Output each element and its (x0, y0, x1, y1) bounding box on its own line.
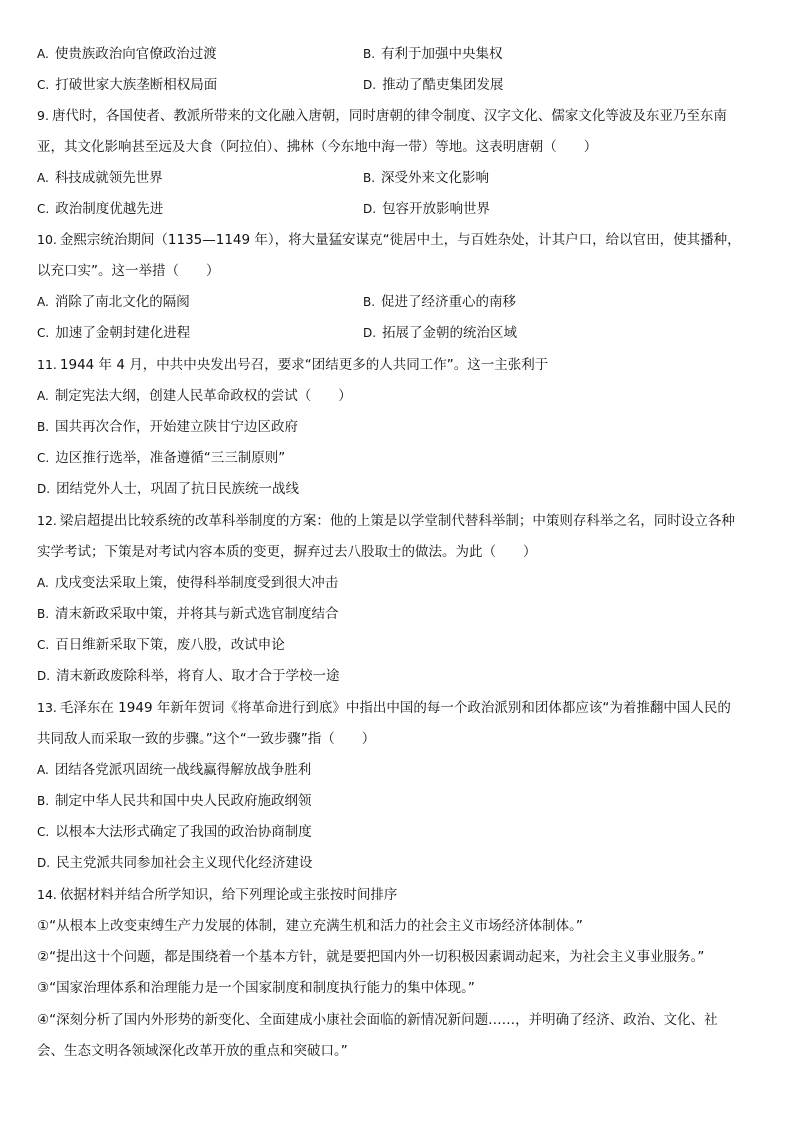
option-text: 制定宪法大纲，创建人民革命政权的尝试（ ） (54, 388, 352, 404)
option-letter: D. (363, 202, 377, 216)
option-letter: A. (37, 47, 49, 61)
question-stem: 梁启超提出比较系统的改革科举制度的方案：他的上策是以学堂制代替科举制；中策则存科举之名，同时设立各种 (59, 513, 735, 529)
question-number: 13. (37, 700, 57, 715)
option-text: 深受外来文化影响 (381, 170, 490, 186)
option-text: 百日维新采取下策，废八股，改试申论 (55, 637, 285, 653)
option-letter: C. (37, 638, 50, 652)
option-letter: C. (37, 326, 50, 340)
option-text: 团结各党派巩固统一战线赢得解放战争胜利 (54, 762, 312, 778)
q12-stem-line2 (37, 542, 537, 562)
option-text: 戊戌变法采取上策，使得科举制度受到很大冲击 (54, 575, 339, 591)
option-text: 边区推行选举，准备遵循“三三制原则” (55, 450, 286, 466)
question-stem: 共同敌人而采取一致的步骤。”这个“一致步骤”指（ ） (37, 731, 376, 747)
option-letter: C. (37, 202, 50, 216)
option-text: 国共再次合作，开始建立陕甘宁边区政府 (55, 419, 299, 435)
q10-stem-line1 (37, 230, 741, 250)
q10-option-b (363, 292, 516, 312)
material-item: ①“从根本上改变束缚生产力发展的体制，建立充满生机和活力的社会主义市场经济体制体。” (37, 918, 583, 934)
q12-option-b (37, 604, 339, 624)
q12-stem-line1 (37, 511, 735, 531)
material-item: 会、生态文明各领域深化改革开放的重点和突破口。” (37, 1043, 348, 1059)
option-letter: C. (37, 78, 50, 92)
option-letter: B. (37, 607, 50, 621)
q9-stem-line1 (37, 106, 727, 126)
q12-option-a (37, 573, 338, 593)
option-letter: D. (37, 482, 51, 496)
q9-option-a (37, 168, 163, 188)
option-text: 促进了经济重心的南移 (381, 294, 517, 310)
q10-option-d (363, 323, 517, 343)
option-letter: D. (363, 78, 377, 92)
option-text: 团结党外人士，巩固了抗日民族统一战线 (56, 481, 300, 497)
q8-option-d (363, 75, 504, 95)
q13-option-a (37, 760, 311, 780)
q14-item-4 (37, 1010, 718, 1030)
option-text: 加速了金朝封建化进程 (55, 325, 191, 341)
option-letter: B. (363, 171, 376, 185)
option-text: 打破世家大族垄断相权局面 (55, 77, 218, 93)
option-text: 清末新政废除科举，将育人、取才合于学校一途 (56, 668, 340, 684)
option-letter: D. (37, 856, 51, 870)
material-item: ④“深刻分析了国内外形势的新变化、全面建成小康社会面临的新情况新问题……，并明确了经济、政治、文化、社 (37, 1012, 718, 1028)
question-stem: 依据材料并结合所学知识，给下列理论或主张按时间排序 (59, 887, 398, 903)
option-letter: B. (363, 47, 376, 61)
q9-stem-line2 (37, 137, 597, 157)
option-letter: B. (37, 794, 50, 808)
q13-stem-line2 (37, 729, 375, 749)
question-stem: 亚，其文化影响甚至远及大食（阿拉伯）、拂林（今东地中海一带）等地。这表明唐朝（ ） (37, 139, 598, 155)
question-number: 11. (37, 357, 57, 372)
question-number: 10. (37, 232, 57, 247)
q8-option-c (37, 75, 217, 95)
option-letter: A. (37, 576, 49, 590)
question-stem: 金熙宗统治期间（1135—1149 年），将大量猛安谋克“徙居中土，与百姓杂处，计其户口，给以官田，使其播种， (59, 232, 741, 248)
question-number: 12. (37, 513, 57, 528)
q12-option-c (37, 635, 285, 655)
question-stem: 毛泽东在 1949 年新年贺词《将革命进行到底》中指出中国的每一个政治派别和团体都应该“为着推翻中国人民的 (59, 700, 731, 716)
option-text: 拓展了金朝的统治区域 (382, 325, 518, 341)
option-letter: C. (37, 451, 50, 465)
question-stem: 唐代时，各国使者、教派所带来的文化融入唐朝，同时唐朝的律令制度、汉字文化、儒家文化等波及东亚乃至东南 (51, 108, 727, 124)
option-letter: A. (37, 389, 49, 403)
option-text: 政治制度优越先进 (55, 201, 164, 217)
question-stem: 1944 年 4 月，中共中央发出号召，要求“团结更多的人共同工作”。这一主张利于 (59, 357, 549, 373)
q10-option-c (37, 323, 190, 343)
q14-item-2 (37, 947, 704, 967)
q11-option-b (37, 417, 298, 437)
q12-option-d (37, 666, 340, 686)
question-number: 9. (37, 108, 49, 123)
option-letter: B. (37, 420, 50, 434)
q14-item-1 (37, 916, 583, 936)
option-letter: B. (363, 295, 376, 309)
option-letter: D. (363, 326, 377, 340)
option-text: 使贵族政治向官僚政治过渡 (54, 46, 217, 62)
question-stem: 实学考试；下策是对考试内容本质的变更，摒弃过去八股取士的做法。为此（ ） (37, 544, 537, 560)
q14-item-4-line2 (37, 1041, 348, 1061)
q11-option-c (37, 448, 285, 468)
q8-option-b (363, 44, 503, 64)
q10-option-a (37, 292, 190, 312)
material-item: ②“提出这十个问题，都是围绕着一个基本方针，就是要把国内外一切积极因素调动起来，为社会主义事业服务。” (37, 949, 705, 965)
option-text: 清末新政采取中策，并将其与新式选官制度结合 (55, 606, 339, 622)
option-text: 推动了酷吏集团发展 (382, 77, 504, 93)
q13-stem-line1 (37, 698, 731, 718)
q9-option-d (363, 199, 490, 219)
option-text: 有利于加强中央集权 (381, 46, 503, 62)
q11-stem-line1 (37, 355, 548, 375)
question-stem: 以充口实”。这一举措（ ） (37, 263, 220, 279)
option-text: 消除了南北文化的隔阂 (54, 294, 190, 310)
material-item: ③“国家治理体系和治理能力是一个国家制度和制度执行能力的集中体现。” (37, 980, 475, 996)
option-letter: A. (37, 171, 49, 185)
q9-option-c (37, 199, 163, 219)
q13-option-b (37, 791, 312, 811)
q11-option-d (37, 479, 299, 499)
q8-option-a (37, 44, 217, 64)
option-letter: D. (37, 669, 51, 683)
q11-option-a (37, 386, 352, 406)
question-number: 14. (37, 887, 57, 902)
q13-option-d (37, 853, 313, 873)
option-text: 包容开放影响世界 (382, 201, 491, 217)
option-text: 科技成就领先世界 (54, 170, 163, 186)
q9-option-b (363, 168, 489, 188)
option-text: 制定中华人民共和国中央人民政府施政纲领 (55, 793, 312, 809)
option-letter: A. (37, 295, 49, 309)
option-letter: A. (37, 763, 49, 777)
option-text: 民主党派共同参加社会主义现代化经济建设 (56, 855, 313, 871)
q13-option-c (37, 822, 312, 842)
q10-stem-line2 (37, 261, 220, 281)
option-text: 以根本大法形式确定了我国的政治协商制度 (55, 824, 312, 840)
q14-stem-line1 (37, 885, 397, 905)
q14-item-3 (37, 978, 475, 998)
option-letter: C. (37, 825, 50, 839)
